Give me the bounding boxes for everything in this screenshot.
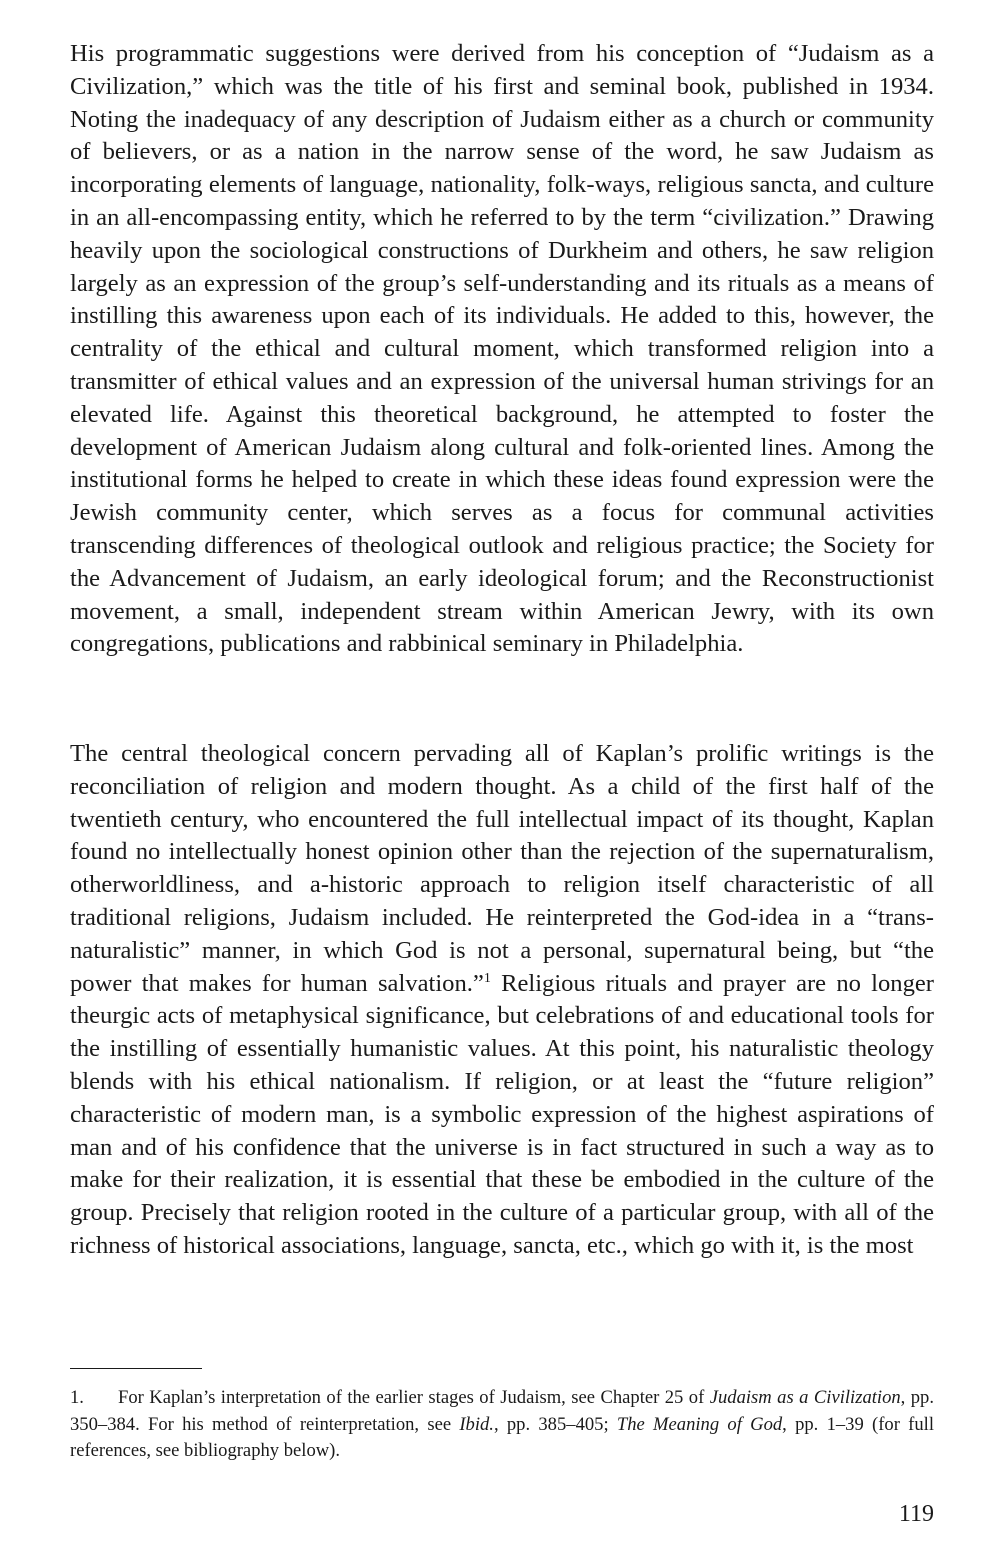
footnote (70, 1385, 934, 1465)
footnote-reference[interactable]: 1 (483, 970, 491, 986)
footnote-number: 1. (70, 1387, 84, 1408)
paragraph-text: Religious rituals and prayer are no longer theurgic acts of metaphysical significance, but celebrations of and educational tools for the instilling of essentially humanistic values. At this point, his naturalistic theology blends with his ethical nationalism. If religion, or at least the “future religion” characteristic of modern man, is a symbolic expression of the highest aspirations of man and of his confidence that the universe is in fact structured in such a way as to make for their realization, it is essential that these be embodied in the culture of the group. Precisely that religion rooted in the culture of a particular group, with all of the richness of historical associations, language, sancta, etc., which go with it, is the most (70, 969, 934, 1259)
body-paragraph: His programmatic suggestions were derived from his conception of “Judaism as a Civilization,” which was the title of his first and seminal book, published in 1934. Noting the inadequacy of any description of Judaism either as a church or community of believers, or as a nation in the narrow sense of the word, he saw Judaism as incorporating elements of language, nationality, folk-ways, religious sancta, and culture in an all-encompassing entity, which he referred to by the term “civilization.” Drawing heavily upon the sociological constructions of Durkheim and others, he saw religion largely as an expression of the group’s self-understanding and its rituals as a means of instilling this awareness upon each of its individuals. He added to this, however, the centrality of the ethical and cultural moment, which transformed religion into a transmitter of ethical values and an expression of the universal human strivings for an elevated life. Against this theoretical background, he attempted to foster the development of American Judaism along cultural and folk-oriented lines. Among the institutional forms he helped to create in which these ideas found expression were the Jewish community center, which serves as a focus for communal activities transcending differences of theological outlook and religious practice; the Society for the Advancement of Judaism, an early ideological forum; and the Reconstructionist movement, a small, independent stream within American Jewry, with its own congregations, publications and rabbinical seminary in Philadelphia. (70, 40, 934, 658)
paragraph-text: The central theological concern pervading all of Kaplan’s prolific writings is the reconciliation of religion and modern thought. As a child of the first half of the twentieth century, who encountered the full intellectual impact of its thought, Kaplan found no intellectually honest opinion other than the rejection of the supernaturalism, otherworldliness, and a-historic approach to religion itself characteristic of all traditional religions, Judaism included. He reinterpreted the God-idea in a “trans-naturalistic” manner, in which God is not a personal, supernatural being, but “the power that makes for human salvation.” (70, 740, 934, 997)
book-title: Judaism as a Civilization (709, 1387, 901, 1408)
footnote-text: , pp. 1–39 (for full references, see bibliography below). (70, 1413, 934, 1461)
footnote-text: , pp. 350–384. For his method of reinterpretation, see (70, 1387, 935, 1435)
footnote-separator (70, 1368, 202, 1369)
book-title: Ibid. (459, 1413, 494, 1435)
page-number: 119 (898, 1501, 934, 1527)
footnote-text: For Kaplan’s interpretation of the earlier stages of Judaism, see Chapter 25 of (118, 1387, 710, 1408)
book-title: The Meaning of God (616, 1413, 783, 1435)
footnote-text: , pp. 385–405; (493, 1413, 617, 1435)
body-paragraph (70, 738, 934, 1263)
